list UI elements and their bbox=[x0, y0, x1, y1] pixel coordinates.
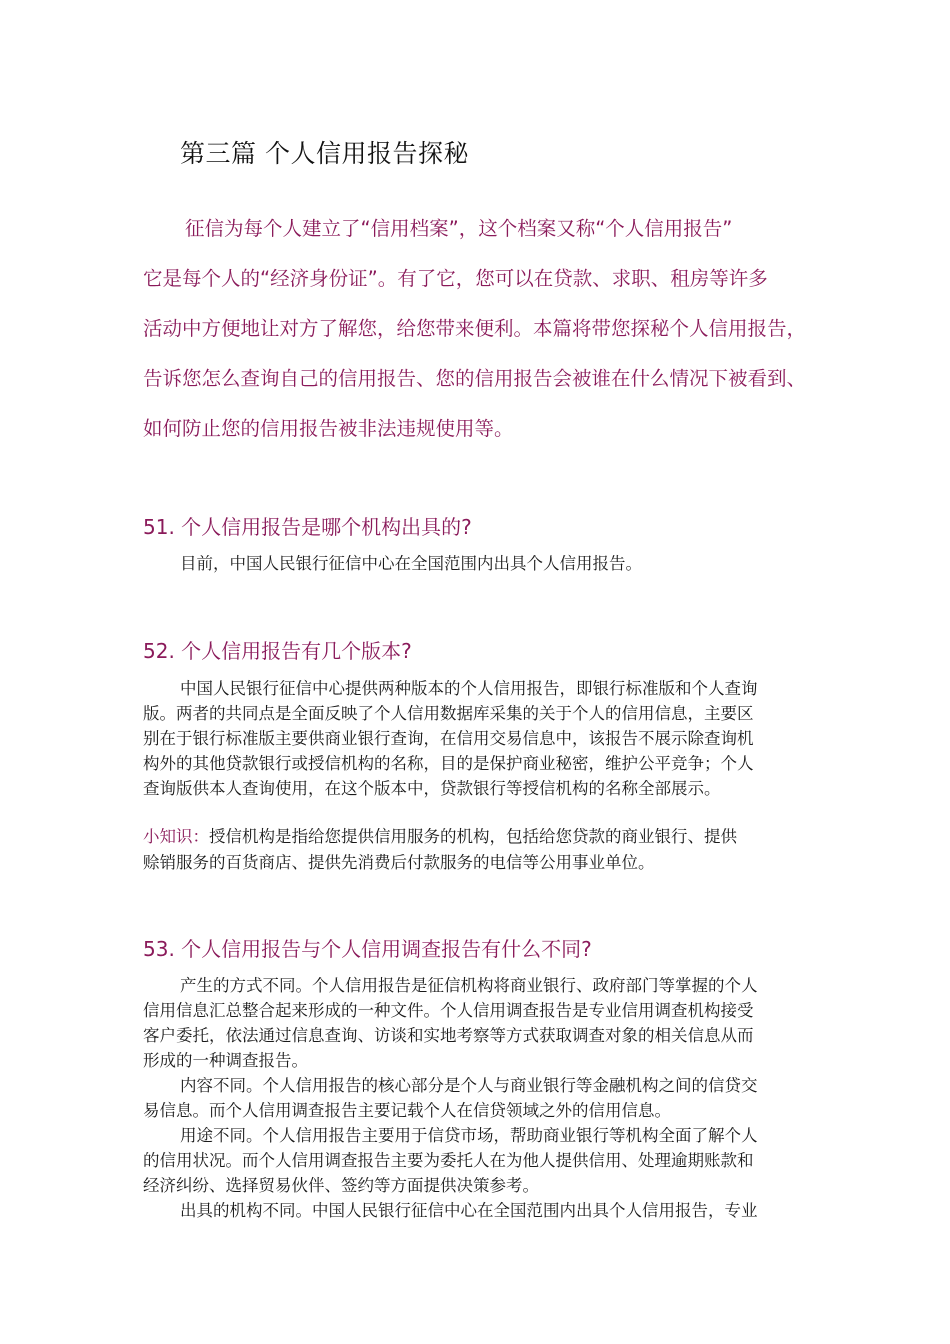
answer-line: 经济纠纷、选择贸易伙伴、签约等方面提供决策参考。 bbox=[143, 1176, 539, 1195]
answer-line: 用途不同。个人信用报告主要用于信贷市场，帮助商业银行等机构全面了解个人 bbox=[180, 1126, 758, 1145]
answer-line: 构外的其他贷款银行或授信机构的名称，目的是保护商业秘密，维护公平竞争；个人 bbox=[143, 754, 754, 773]
question-52-heading: 52. 个人信用报告有几个版本? bbox=[143, 639, 412, 663]
answer-line: 版。两者的共同点是全面反映了个人信用数据库采集的关于个人的信用信息，主要区 bbox=[143, 704, 754, 723]
answer-line: 查询版供本人查询使用，在这个版本中，贷款银行等授信机构的名称全部展示。 bbox=[143, 779, 721, 798]
intro-line: 它是每个人的“经济身份证”。有了它，您可以在贷款、求职、租房等许多 bbox=[143, 267, 768, 290]
chapter-title: 第三篇 个人信用报告探秘 bbox=[180, 139, 469, 168]
tip-text: 授信机构是指给您提供信用服务的机构，包括给您贷款的商业银行、提供 bbox=[209, 827, 737, 846]
answer-line: 易信息。而个人信用调查报告主要记载个人在信贷领域之外的信用信息。 bbox=[143, 1101, 671, 1120]
answer-line: 目前，中国人民银行征信中心在全国范围内出具个人信用报告。 bbox=[180, 554, 642, 573]
intro-line: 征信为每个人建立了“信用档案”，这个档案又称“个人信用报告” bbox=[185, 217, 733, 240]
intro-line: 告诉您怎么查询自己的信用报告、您的信用报告会被谁在什么情况下被看到、 bbox=[143, 367, 807, 390]
tip-line: 赊销服务的百货商店、提供先消费后付款服务的电信等公用事业单位。 bbox=[143, 853, 655, 872]
tip-label: 小知识： bbox=[143, 827, 209, 846]
answer-line: 客户委托，依法通过信息查询、访谈和实地考察等方式获取调查对象的相关信息从而 bbox=[143, 1026, 754, 1045]
question-53-heading: 53. 个人信用报告与个人信用调查报告有什么不同? bbox=[143, 937, 592, 961]
answer-line: 出具的机构不同。中国人民银行征信中心在全国范围内出具个人信用报告，专业 bbox=[180, 1201, 758, 1220]
question-51-heading: 51. 个人信用报告是哪个机构出具的? bbox=[143, 515, 472, 539]
answer-line: 的信用状况。而个人信用调查报告主要为委托人在为他人提供信用、处理逾期账款和 bbox=[143, 1151, 754, 1170]
answer-line: 别在于银行标准版主要供商业银行查询，在信用交易信息中，该报告不展示除查询机 bbox=[143, 729, 754, 748]
answer-line: 产生的方式不同。个人信用报告是征信机构将商业银行、政府部门等掌握的个人 bbox=[180, 976, 758, 995]
intro-line: 如何防止您的信用报告被非法违规使用等。 bbox=[143, 417, 514, 440]
tip-line bbox=[143, 823, 813, 847]
answer-line: 中国人民银行征信中心提供两种版本的个人信用报告，即银行标准版和个人查询 bbox=[180, 679, 758, 698]
answer-line: 形成的一种调查报告。 bbox=[143, 1051, 308, 1070]
answer-line: 内容不同。个人信用报告的核心部分是个人与商业银行等金融机构之间的信贷交 bbox=[180, 1076, 758, 1095]
answer-line: 信用信息汇总整合起来形成的一种文件。个人信用调查报告是专业信用调查机构接受 bbox=[143, 1001, 754, 1020]
intro-line: 活动中方便地让对方了解您，给您带来便利。本篇将带您探秘个人信用报告， bbox=[143, 317, 807, 340]
